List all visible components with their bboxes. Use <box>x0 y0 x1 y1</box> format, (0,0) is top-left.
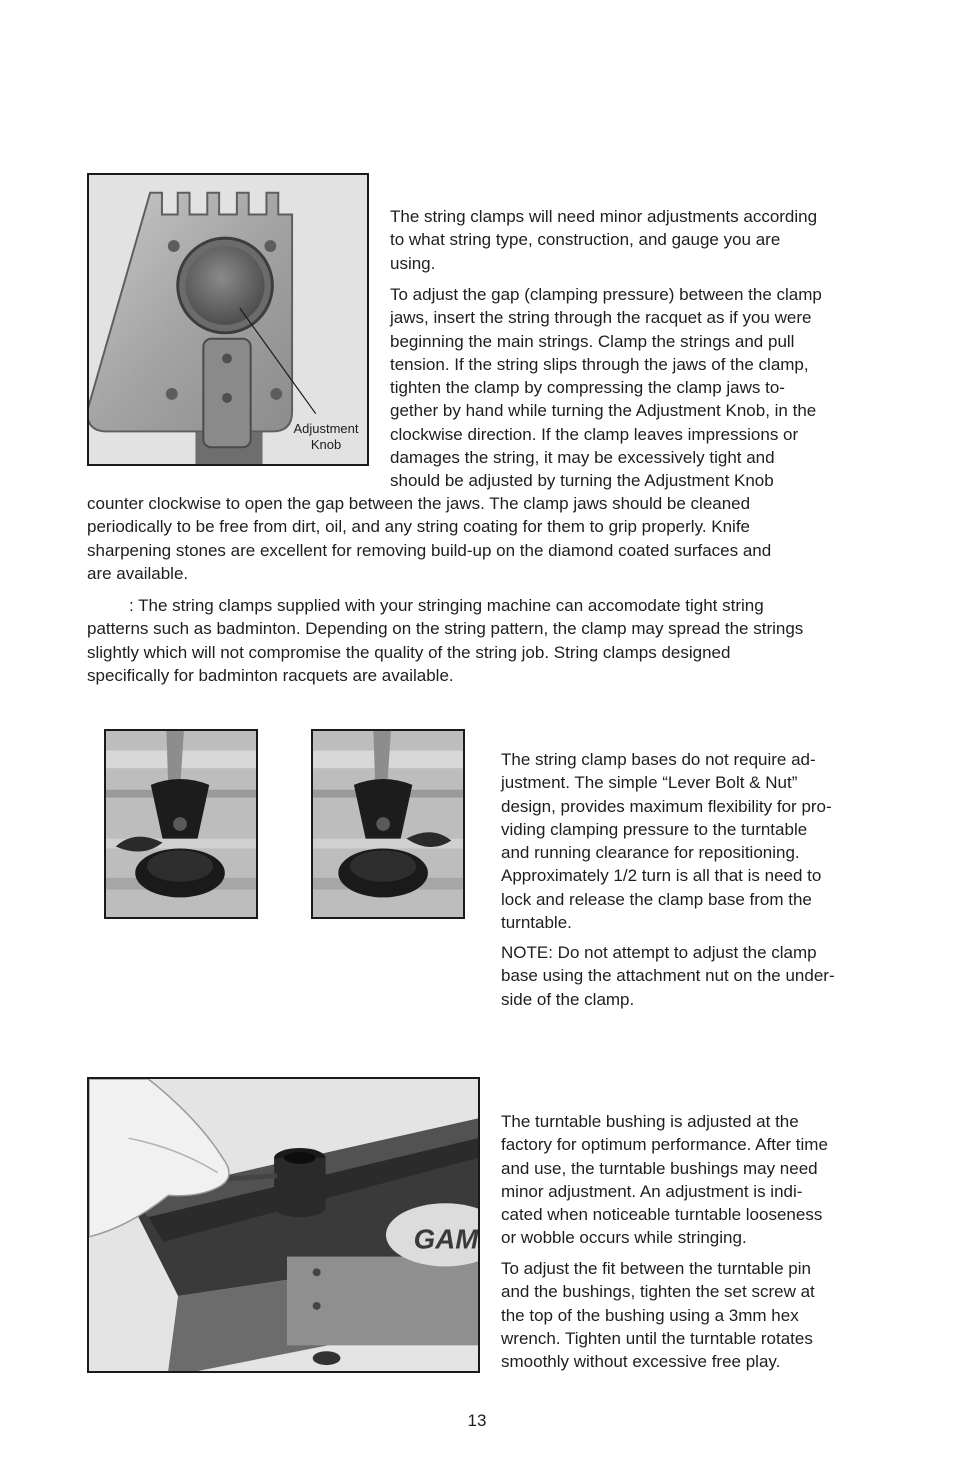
text-line: tension. If the string slips through the jaws of the clamp, <box>390 354 809 374</box>
text-line: : The string clamps supplied with your stringing machine can accomodate tight string <box>129 596 764 615</box>
clamp-base-note <box>501 941 901 1011</box>
text-line: jaws, insert the string through the racquet as if you were <box>390 308 812 328</box>
text-line: slightly which will not compromise the quality of the string job. String clamps designed <box>87 642 731 662</box>
text-line: design, provides maximum flexibility for pro- <box>501 796 832 816</box>
clamp-intro-line-1: The string clamps will need minor adjustments according <box>390 207 818 226</box>
text-line: To adjust the gap (clamping pressure) between the clamp <box>390 285 822 304</box>
adjustment-knob-caption <box>283 421 369 453</box>
text-line: and use, the turntable bushings may need <box>501 1158 818 1178</box>
clamp-intro-paragraph <box>390 205 890 275</box>
text-line: wrench. Tighten until the turntable rotates <box>501 1328 813 1348</box>
text-line: justment. The simple “Lever Bolt & Nut” <box>501 773 798 793</box>
turntable-bushing-photo <box>87 1077 480 1373</box>
text-line: beginning the main strings. Clamp the strings and pull <box>390 331 795 351</box>
text-line: The turntable bushing is adjusted at the <box>501 1112 799 1131</box>
text-line: clockwise direction. If the clamp leaves impressions or <box>390 424 799 444</box>
clamp-base-paragraph <box>501 748 901 934</box>
text-line: and running clearance for repositioning. <box>501 843 800 863</box>
text-line: are available. <box>87 563 189 583</box>
text-line: lock and release the clamp base from the <box>501 889 812 909</box>
text-line: cated when noticeable turntable looseness <box>501 1205 823 1225</box>
clamp-base-released-photo <box>311 729 465 919</box>
text-line: factory for optimum performance. After time <box>501 1135 828 1155</box>
text-line: the top of the bushing using a 3mm hex <box>501 1305 799 1325</box>
text-line: should be adjusted by turning the Adjustment Knob <box>390 471 774 491</box>
text-line: Approximately 1/2 turn is all that is need to <box>501 866 822 886</box>
text-line: NOTE: Do not attempt to adjust the clamp <box>501 943 817 962</box>
turntable-adjust-paragraph <box>501 1257 901 1373</box>
caption-line-2: Knob <box>310 437 342 452</box>
text-line: specifically for badminton racquets are available. <box>87 665 454 685</box>
clamp-adjust-continued <box>87 492 907 585</box>
page-number: 13 <box>467 1411 487 1430</box>
text-line: smoothly without excessive free play. <box>501 1352 781 1372</box>
text-line: or wobble occurs while stringing. <box>501 1228 747 1248</box>
turntable-bushing-paragraph <box>501 1110 901 1250</box>
text-line: sharpening stones are excellent for removing build-up on the diamond coated surfaces and <box>87 540 772 560</box>
caption-line-1: Adjustment <box>293 421 359 436</box>
badminton-note-paragraph <box>87 594 917 687</box>
text-line: counter clockwise to open the gap between the jaws. The clamp jaws should be cleaned <box>87 494 751 513</box>
text-line: and the bushings, tighten the set screw at <box>501 1282 815 1302</box>
text-line: patterns such as badminton. Depending on the string pattern, the clamp may spread the strings <box>87 619 804 639</box>
text-line: gether by hand while turning the Adjustment Knob, in the <box>390 401 817 421</box>
text-line: periodically to be free from dirt, oil, and any string coating for them to grip properly. Knife <box>87 517 751 537</box>
clamp-adjust-paragraph <box>390 283 890 493</box>
text-line: turntable. <box>501 913 572 933</box>
clamp-base-locked-photo <box>104 729 258 919</box>
clamp-intro-line-3: using. <box>390 253 436 273</box>
photo-logo-text: GAM <box>413 1223 478 1255</box>
text-line: tighten the clamp by compressing the clamp jaws to- <box>390 378 785 398</box>
text-line: side of the clamp. <box>501 989 635 1009</box>
clamp-intro-line-2: to what string type, construction, and gauge you are <box>390 230 781 250</box>
text-line: damages the string, it may be excessively tight and <box>390 448 775 468</box>
text-line: To adjust the fit between the turntable pin <box>501 1259 811 1278</box>
text-line: base using the attachment nut on the under- <box>501 966 835 986</box>
text-line: The string clamp bases do not require ad- <box>501 750 816 769</box>
text-line: viding clamping pressure to the turntable <box>501 819 808 839</box>
text-line: minor adjustment. An adjustment is indi- <box>501 1181 803 1201</box>
